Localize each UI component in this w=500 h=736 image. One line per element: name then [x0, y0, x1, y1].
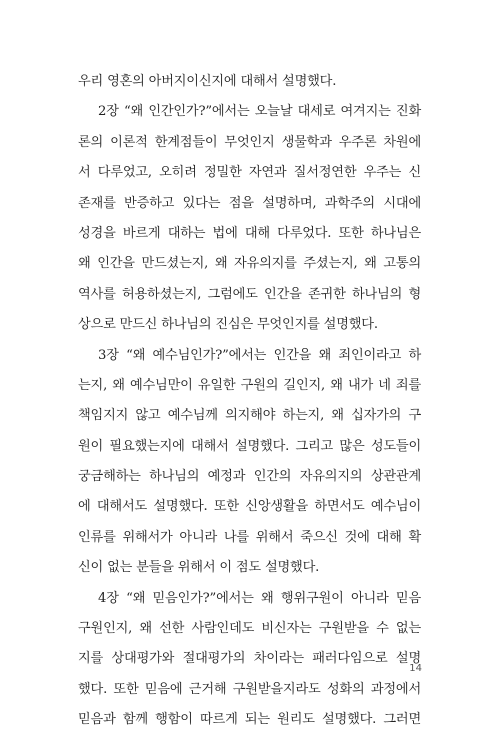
text-line: 지를 상대평가와 절대평가의 차이라는 패러다임으로 설명 — [78, 651, 421, 667]
text-line: 역사를 허용하셨는지, 그럼에도 인간을 존귀한 하나님의 형 — [78, 286, 421, 302]
text-line: 왜 인간을 만드셨는지, 왜 자유의지를 주셨는지, 왜 고통의 — [78, 256, 421, 272]
text-line: 서 다루었고, 오히려 정밀한 자연과 질서정연한 우주는 신 — [78, 165, 421, 181]
text-line: 존재를 반증하고 있다는 점을 설명하며, 과학주의 시대에 — [78, 195, 421, 211]
text-line: 4장 “왜 믿음인가?”에서는 왜 행위구원이 아니라 믿음 — [98, 590, 421, 606]
text-line: 성경을 바르게 대하는 법에 대해 다루었다. 또한 하나님은 — [78, 225, 421, 241]
body-text — [78, 67, 421, 736]
text-line: 는지, 왜 예수님만이 유일한 구원의 길인지, 왜 내가 네 죄를 — [78, 377, 421, 393]
text-line: 에 대해서도 설명했다. 또한 신앙생활을 하면서도 예수님이 — [78, 499, 421, 515]
text-line: 믿음과 함께 행함이 따르게 되는 원리도 설명했다. 그러면 — [78, 712, 421, 728]
text-line: 했다. 또한 믿음에 근거해 구원받을지라도 성화의 과정에서 — [78, 681, 421, 697]
page-number: 14 — [409, 663, 422, 674]
text-line: 원이 필요했는지에 대해서 설명했다. 그리고 많은 성도들이 — [78, 438, 421, 454]
text-line: 상으로 만드신 하나님의 진심은 무엇인지를 설명했다. — [78, 317, 378, 333]
text-line: 책임지지 않고 예수님께 의지해야 하는지, 왜 십자가의 구 — [78, 408, 421, 424]
text-line: 2장 “왜 인간인가?”에서는 오늘날 대세로 여겨지는 진화 — [98, 104, 421, 120]
text-line: 우리 영혼의 아버지이신지에 대해서 설명했다. — [78, 74, 337, 89]
text-line: 구원인지, 왜 선한 사람인데도 비신자는 구원받을 수 없는 — [78, 621, 421, 637]
text-line: 론의 이론적 한계점들이 무엇인지 생물학과 우주론 차원에 — [78, 134, 421, 150]
text-line: 궁금해하는 하나님의 예정과 인간의 자유의지의 상관관계 — [78, 469, 421, 485]
text-line: 3장 “왜 예수님인가?”에서는 인간을 왜 죄인이라고 하 — [98, 347, 421, 363]
text-line: 신이 없는 분들을 위해서 이 점도 설명했다. — [78, 560, 320, 576]
text-line: 인류를 위해서가 아니라 나를 위해서 죽으신 것에 대해 확 — [78, 529, 421, 545]
